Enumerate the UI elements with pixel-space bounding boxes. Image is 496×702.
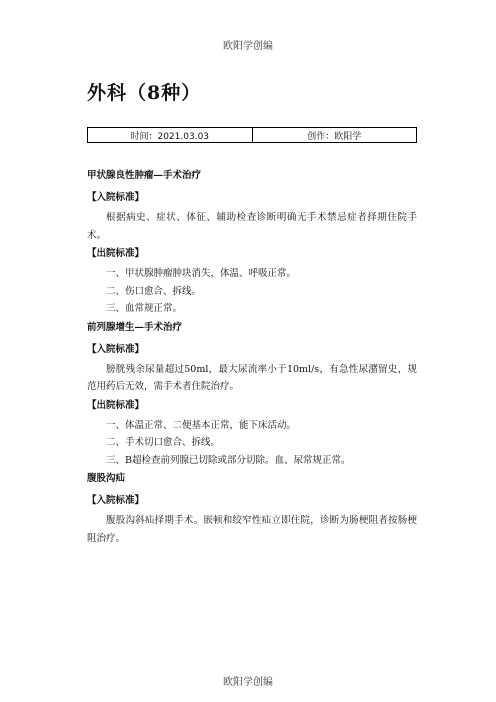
- discharge-label: 【出院标准】: [87, 399, 145, 411]
- admission-criteria: 根据病史、症状、体征、辅助检查诊断明确无手术禁忌症者择期住院手术。: [87, 212, 417, 241]
- admission-label: 【入院标准】: [87, 495, 145, 506]
- admission-criteria: 腹股沟斜疝择期手术。嵌顿和绞窄性疝立即住院，诊断为肠梗阻者按肠梗阻治疗。: [87, 515, 417, 544]
- discharge-item: 一、甲状腺肿瘤肿块消失，体温、呼吸正常。: [106, 268, 297, 279]
- document-body: [87, 166, 417, 547]
- discharge-item: 二、手术切口愈合、拆线。: [106, 437, 221, 448]
- info-table: [87, 127, 417, 143]
- discharge-item: 二、伤口愈合、拆线。: [106, 285, 202, 297]
- discharge-item: 一、体温正常、二便基本正常，能下床活动。: [106, 419, 297, 431]
- document-title: 外科（8种）: [87, 82, 202, 104]
- admission-label: 【入院标准】: [87, 343, 145, 355]
- admission-criteria: 膀胱残余尿量超过50ml，最大尿流率小于10ml/s，有急性尿潴留史，规范用药后无效，需手术者住院治疗。: [87, 363, 417, 392]
- discharge-label: 【出院标准】: [87, 248, 145, 259]
- author-cell: 创作：欧阳学: [252, 128, 417, 143]
- page-footer: 欧阳学创编: [223, 677, 273, 688]
- admission-label: 【入院标准】: [87, 192, 145, 203]
- discharge-item: 三、血常规正常。: [106, 303, 183, 314]
- section-title: 甲状腺良性肿瘤—手术治疗: [87, 170, 202, 181]
- discharge-item: 三、B超检查前列腺已切除或部分切除。血、尿常规正常。: [106, 454, 351, 466]
- section-title: 腹股沟疝: [87, 473, 126, 484]
- page-header: 欧阳学创编: [223, 41, 273, 52]
- section-title: 前列腺增生—手术治疗: [87, 321, 183, 333]
- time-cell: 时间：2021.03.03: [88, 128, 253, 143]
